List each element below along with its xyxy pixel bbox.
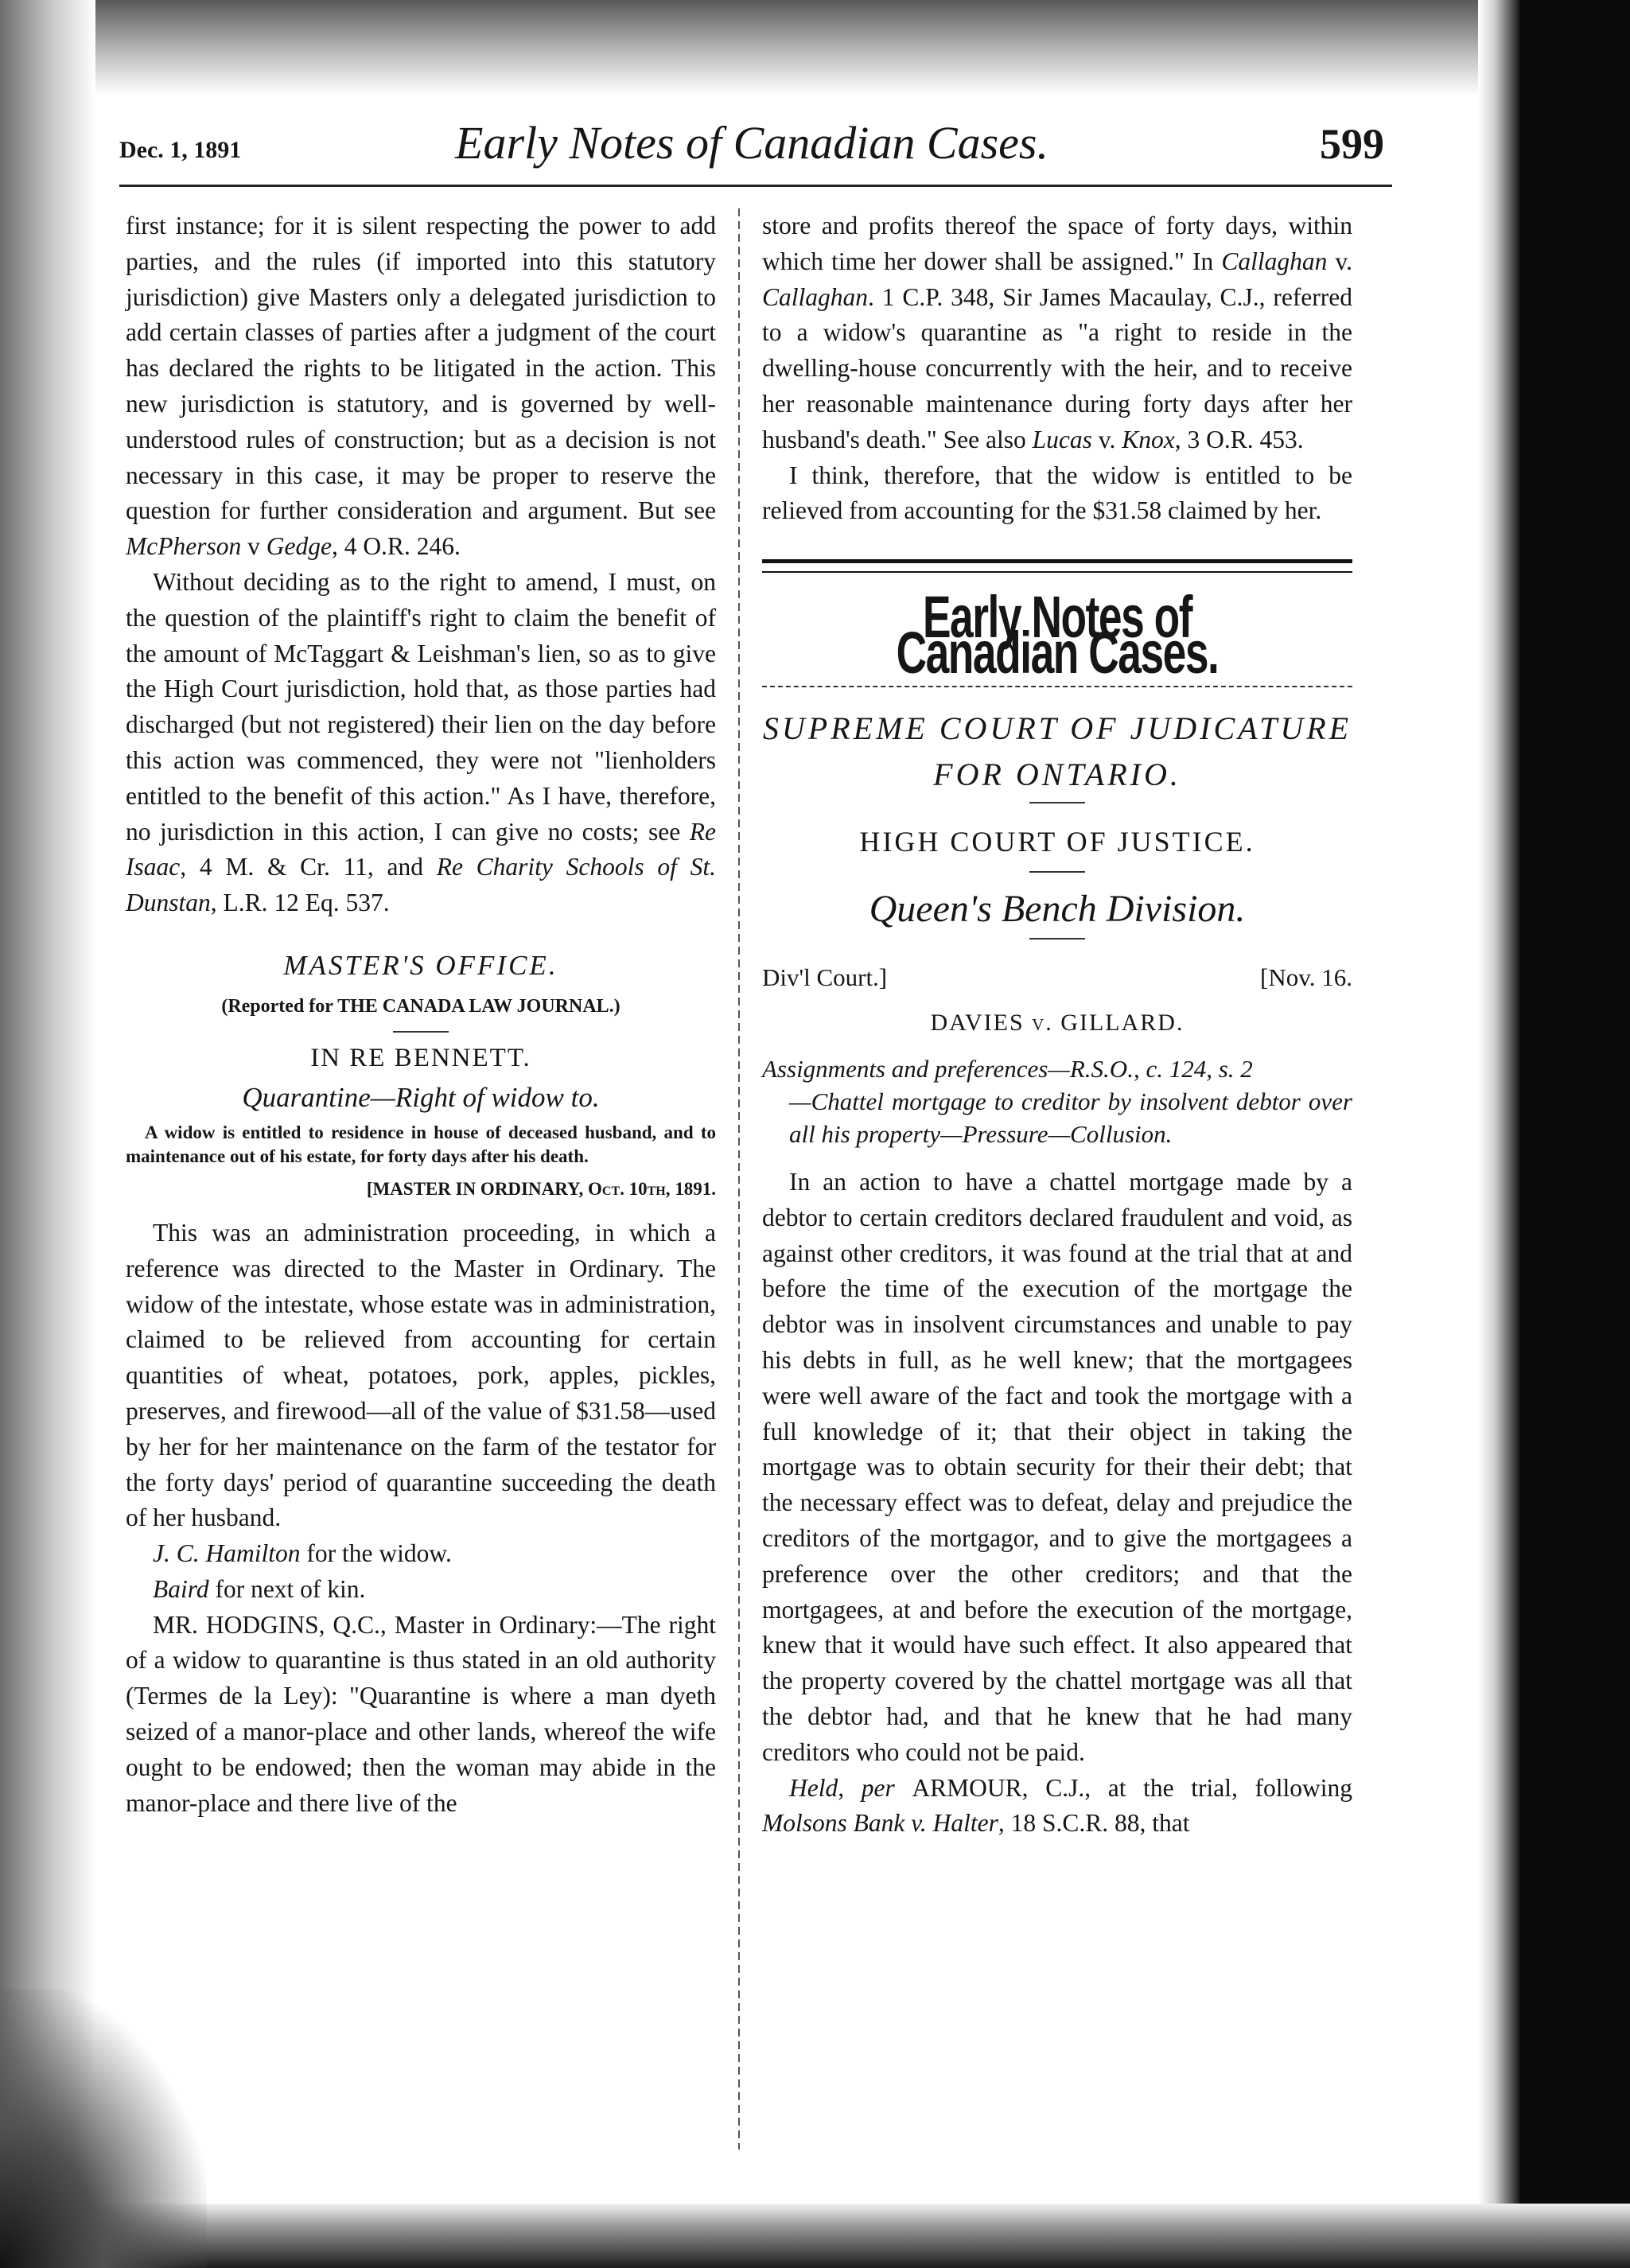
text-span: v (247, 532, 260, 561)
scan-edge-left (0, 0, 95, 2268)
case-parties: DAVIES v. GILLARD. (930, 1010, 1185, 1037)
section-heading: MASTER'S OFFICE. (283, 949, 558, 981)
text-span: for the widow. (306, 1539, 452, 1568)
court-date-row (762, 960, 1352, 996)
counsel-name: J. C. Hamilton (153, 1539, 301, 1568)
left-column (126, 208, 716, 1821)
case-citation: Callaghan (1221, 247, 1328, 275)
decision-date: [Nov. 16. (1260, 963, 1352, 992)
text-span: Master in Ordinary:—The right of a widow to quarantine is thus stated in an old authority (Termes de la Ley): "Quarantine is where a man dyeth seized of a manor-place and other lands, whereof the wife ought to be endowed; then the woman may abide in the manor-place and there live of the (126, 1610, 717, 1817)
dashed-rule (762, 686, 1352, 687)
left-paragraph-3: This was an administration proceeding, in which a reference was directed to the Master in Ordinary. The widow of the intestate, whose estate was in administration, claimed to be relieved from accounting for certain quantities of wheat, potatoes, pork, apples, pickles, preserves, and firewood—all of the value of $31.58—used by her for her maintenance on the farm of the testator for the forty days' period of quarantine succeeding the death of her husband. (126, 1218, 716, 1532)
case-title: IN RE BENNETT. (310, 1043, 531, 1072)
counsel-name: Baird (153, 1574, 209, 1603)
right-paragraph-4 (762, 1771, 1352, 1842)
case-subtitle: Quarantine—Right of widow to. (242, 1082, 600, 1114)
court-name-line-2: FOR ONTARIO. (933, 756, 1181, 792)
case-citation: Lucas (1032, 425, 1092, 453)
right-paragraph-3: In an action to have a chattel mortgage made by a debtor to certain creditors declared fraudulent and void, as against other creditors, it was found at the trial that at and before the time of the execution of the mortgage the debtor was in insolvent circumstances and unable to pay his debts in full, as he well knew; that the mortgagees were well aware of the fact and took the mortgage with a full knowledge of it; that their object in taking the mortgage was to obtain security for their their debt; that the necessary effect was to defeat, delay and prejudice the creditors of the mortgagor, and to give the mortgagees a preference over the other creditors; and that the mortgagees, at and before the execution of the mortgage, knew that it would have such effect. It also appeared that the property covered by the chattel mortgage was all that the debtor had, and that he knew that he had many creditors who could not be paid. (762, 1167, 1352, 1766)
short-rule (1029, 802, 1085, 803)
high-court-heading: HIGH COURT OF JUSTICE. (859, 825, 1255, 858)
text-span: , 4 M. & Cr. 11, and (180, 853, 423, 881)
short-rule (1029, 938, 1085, 939)
scan-edge-right (1519, 0, 1630, 2268)
header-date: Dec. 1, 1891 (119, 137, 242, 163)
header-rule (119, 185, 1392, 187)
right-paragraph-2: I think, therefore, that the widow is entitled to be relieved from accounting for the $31.58 claimed by her. (762, 461, 1352, 525)
text-span: for next of kin. (215, 1574, 366, 1603)
page-number: 599 (1320, 120, 1384, 168)
counsel-line-2 (126, 1572, 716, 1608)
scan-corner-shadow (0, 1989, 207, 2268)
text-span: , 18 S.C.R. 88, that (998, 1809, 1190, 1838)
judge-name: MR. HODGINS, Q.C., (153, 1610, 387, 1639)
court-name-line-1: SUPREME COURT OF JUDICATURE (762, 710, 1352, 746)
text-span: , 3 O.R. 453. (1174, 425, 1304, 453)
left-paragraph-1 (126, 208, 716, 565)
scan-edge-bottom (0, 2204, 1630, 2268)
section-banner: Early Notes of Canadian Cases. (896, 584, 1219, 686)
right-column (762, 208, 1352, 1842)
text-span: Without deciding as to the right to amend, I must, on the question of the plaintiff's right to claim the benefit of the amount of McTaggart & Leishman's lien, so as to give the High Court jurisdiction, hold that, as those parties had discharged (but not registered) their lien on the day before this action was commenced, they were not "lienholders entitled to the benefit of this action." As I have, therefore, no jurisdiction in this action, I can give no costs; see (126, 567, 716, 846)
text-span: v. (1098, 425, 1116, 453)
case-citation: Callaghan (762, 282, 869, 311)
scan-edge-top (0, 0, 1630, 95)
headnote: A widow is entitled to residence in house of deceased husband, and to maintenance out of his estate, for forty days after his death. (126, 1122, 716, 1167)
held-label: Held, per (789, 1773, 895, 1802)
right-paragraph-1 (762, 208, 1352, 458)
case-citation: McPherson (126, 532, 242, 561)
scan-edge-right-fade (1478, 0, 1519, 2268)
case-citation: Molsons Bank v. Halter (762, 1809, 998, 1838)
left-paragraph-2 (126, 565, 716, 921)
reported-line: (Reported for THE CANADA LAW JOURNAL.) (221, 995, 620, 1017)
header-title: Early Notes of Canadian Cases. (455, 117, 1048, 169)
text-span: , 4 O.R. 246. (331, 532, 461, 561)
left-paragraph-4 (126, 1608, 716, 1822)
text-span: first instance; for it is silent respecting the power to add parties, and the rules (if imported into this statutory jurisdiction) give Masters only a delegated jurisdiction to add certain classes of parties after a judgment of the court has declared the rights to be litigated in the action. This new jurisdiction is statutory, and is governed by well-understood rules of construction; but as a decision is not necessary in this case, it may be proper to reserve the question for further consideration and argument. But see (126, 212, 716, 525)
short-rule (393, 1031, 449, 1033)
case-citation: Gedge (266, 532, 332, 561)
running-header (119, 119, 1384, 175)
case-citation: Re Charity Schools of St. Dunstan (126, 853, 716, 917)
text-span: store and profits thereof the space of forty days, within which time her dower shall be assigned." In (762, 212, 1352, 275)
divisional-court-label: Div'l Court.] (762, 963, 888, 992)
headnote-continuation: —Chattel mortgage to creditor by insolvent debtor over all his property—Pressure—Collusion. (789, 1087, 1352, 1148)
judge-name: ARMOUR, C.J., (912, 1773, 1091, 1802)
text-span: v. (1335, 247, 1353, 275)
court-date-line: [MASTER IN ORDINARY, Oct. 10th, 1891. (366, 1179, 716, 1200)
case-citation: Knox (1122, 425, 1175, 453)
text-span: , L.R. 12 Eq. 537. (210, 889, 390, 917)
text-span: . 1 C.P. 348, Sir James Macaulay, C.J., referred to a widow's quarantine as "a right to reside in the dwelling-house concurrently with the heir, and to receive her reasonable maintenance during forty days after her husband's death." See also (762, 282, 1352, 453)
case-headnote (762, 1052, 1352, 1150)
column-divider (738, 208, 740, 2149)
division-heading: Queen's Bench Division. (869, 887, 1246, 930)
text-span: at the trial, following (1107, 1773, 1353, 1802)
double-rule (762, 559, 1352, 573)
case-citation: Re Isaac (126, 817, 716, 881)
short-rule (1029, 871, 1085, 873)
counsel-line-1 (126, 1536, 716, 1572)
headnote-line: Assignments and preferences—R.S.O., c. 124, s. 2 (762, 1054, 1253, 1083)
